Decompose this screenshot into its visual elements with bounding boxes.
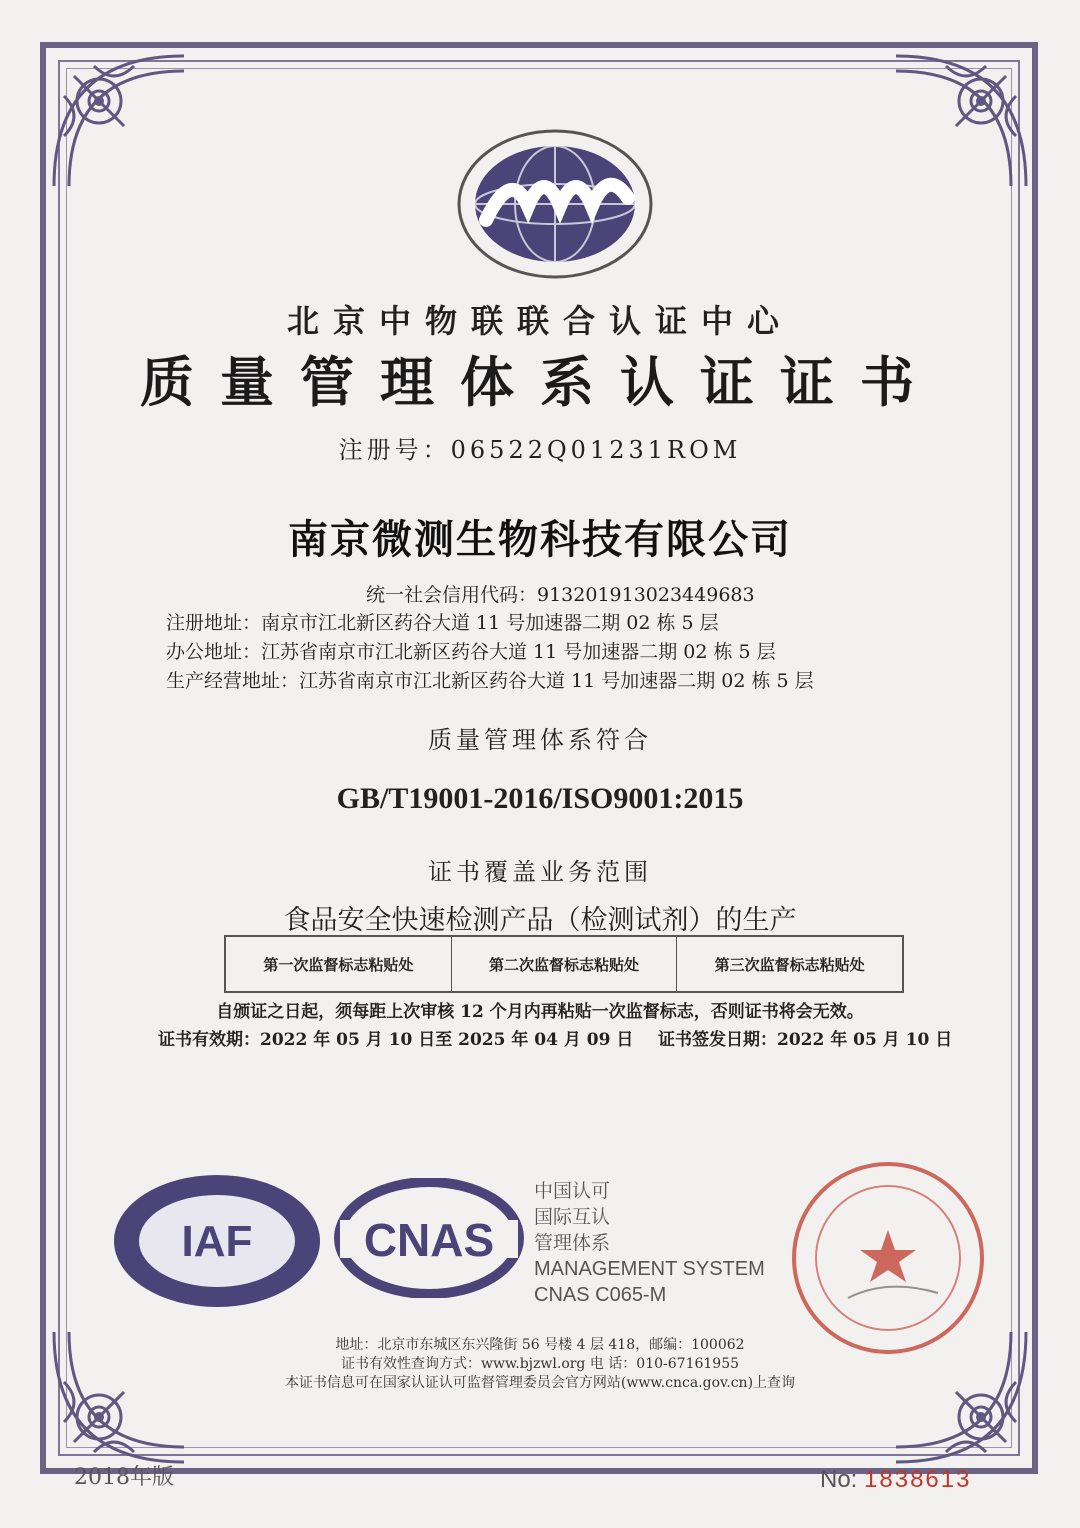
cnas-line-4: MANAGEMENT SYSTEM (534, 1258, 765, 1280)
serial-number (820, 1466, 971, 1494)
issuer-name: 北京中物联联合认证中心 (286, 302, 793, 340)
supervision-cell-3: 第三次监督标志粘贴处 (714, 955, 865, 974)
supervision-sticker-table (224, 935, 904, 993)
official-seal-icon (788, 1158, 988, 1358)
business-scope: 食品安全快速检测产品（检测试剂）的生产 (283, 905, 797, 936)
unified-social-credit-code: 统一社会信用代码：913201913023449683 (366, 584, 755, 606)
cnas-line-2: 国际互认 (534, 1206, 611, 1228)
certification-body-logo-icon (456, 128, 654, 280)
cnas-line-5: CNAS C065-M (534, 1284, 667, 1306)
standard-code: GB/T19001-2016/ISO9001:2015 (336, 782, 744, 815)
svg-text:IAF: IAF (181, 1217, 253, 1266)
validity-period: 证书有效期：2022 年 05 月 10 日至 2025 年 04 月 09 日 (158, 1030, 634, 1050)
registration-number: 注册号：06522Q01231ROM (338, 436, 742, 464)
scope-label: 证书覆盖业务范围 (428, 858, 652, 886)
footer-address: 地址：北京市东城区东兴隆街 56 号楼 4 层 418，邮编：100062 (335, 1337, 745, 1353)
issue-date: 证书签发日期：2022 年 05 月 10 日 (658, 1030, 953, 1050)
production-address: 生产经营地址：江苏省南京市江北新区药谷大道 11 号加速器二期 02 栋 5 层 (166, 670, 814, 692)
supervision-cell-2: 第二次监督标志粘贴处 (452, 937, 678, 991)
cnas-line-1: 中国认可 (534, 1180, 611, 1202)
certificate-title: 质量管理体系认证证书 (140, 350, 940, 414)
iaf-logo-icon (112, 1172, 322, 1310)
company-name: 南京微测生物科技有限公司 (288, 516, 792, 563)
footer-query: 证书有效性查询方式：www.bjzwl.org 电 话：010-67161955 (340, 1356, 740, 1372)
cnas-accreditation-text (534, 1178, 765, 1308)
footer-cnca: 本证书信息可在国家认证认可监督管理委员会官方网站(www.cnca.gov.cn)上查询 (284, 1375, 796, 1391)
serial-prefix: No: (820, 1466, 858, 1493)
supervision-cell-1: 第一次监督标志粘贴处 (226, 937, 452, 991)
edition-label: 2018年版 (74, 1465, 174, 1490)
conformity-label: 质量管理体系符合 (428, 726, 652, 754)
corner-ornament-icon (44, 46, 194, 196)
cnas-logo-text: CNAS (363, 1214, 495, 1266)
cnas-logo-icon (334, 1178, 524, 1298)
cnas-line-3: 管理体系 (534, 1232, 611, 1254)
registered-address: 注册地址：南京市江北新区药谷大道 11 号加速器二期 02 栋 5 层 (166, 612, 719, 634)
serial-value: 1838613 (864, 1466, 972, 1493)
supervision-notice: 自颁证之日起，须每距上次审核 12 个月内再粘贴一次监督标志，否则证书将会无效。 (216, 1002, 864, 1022)
corner-ornament-icon (886, 46, 1036, 196)
office-address: 办公地址：江苏省南京市江北新区药谷大道 11 号加速器二期 02 栋 5 层 (166, 641, 776, 663)
